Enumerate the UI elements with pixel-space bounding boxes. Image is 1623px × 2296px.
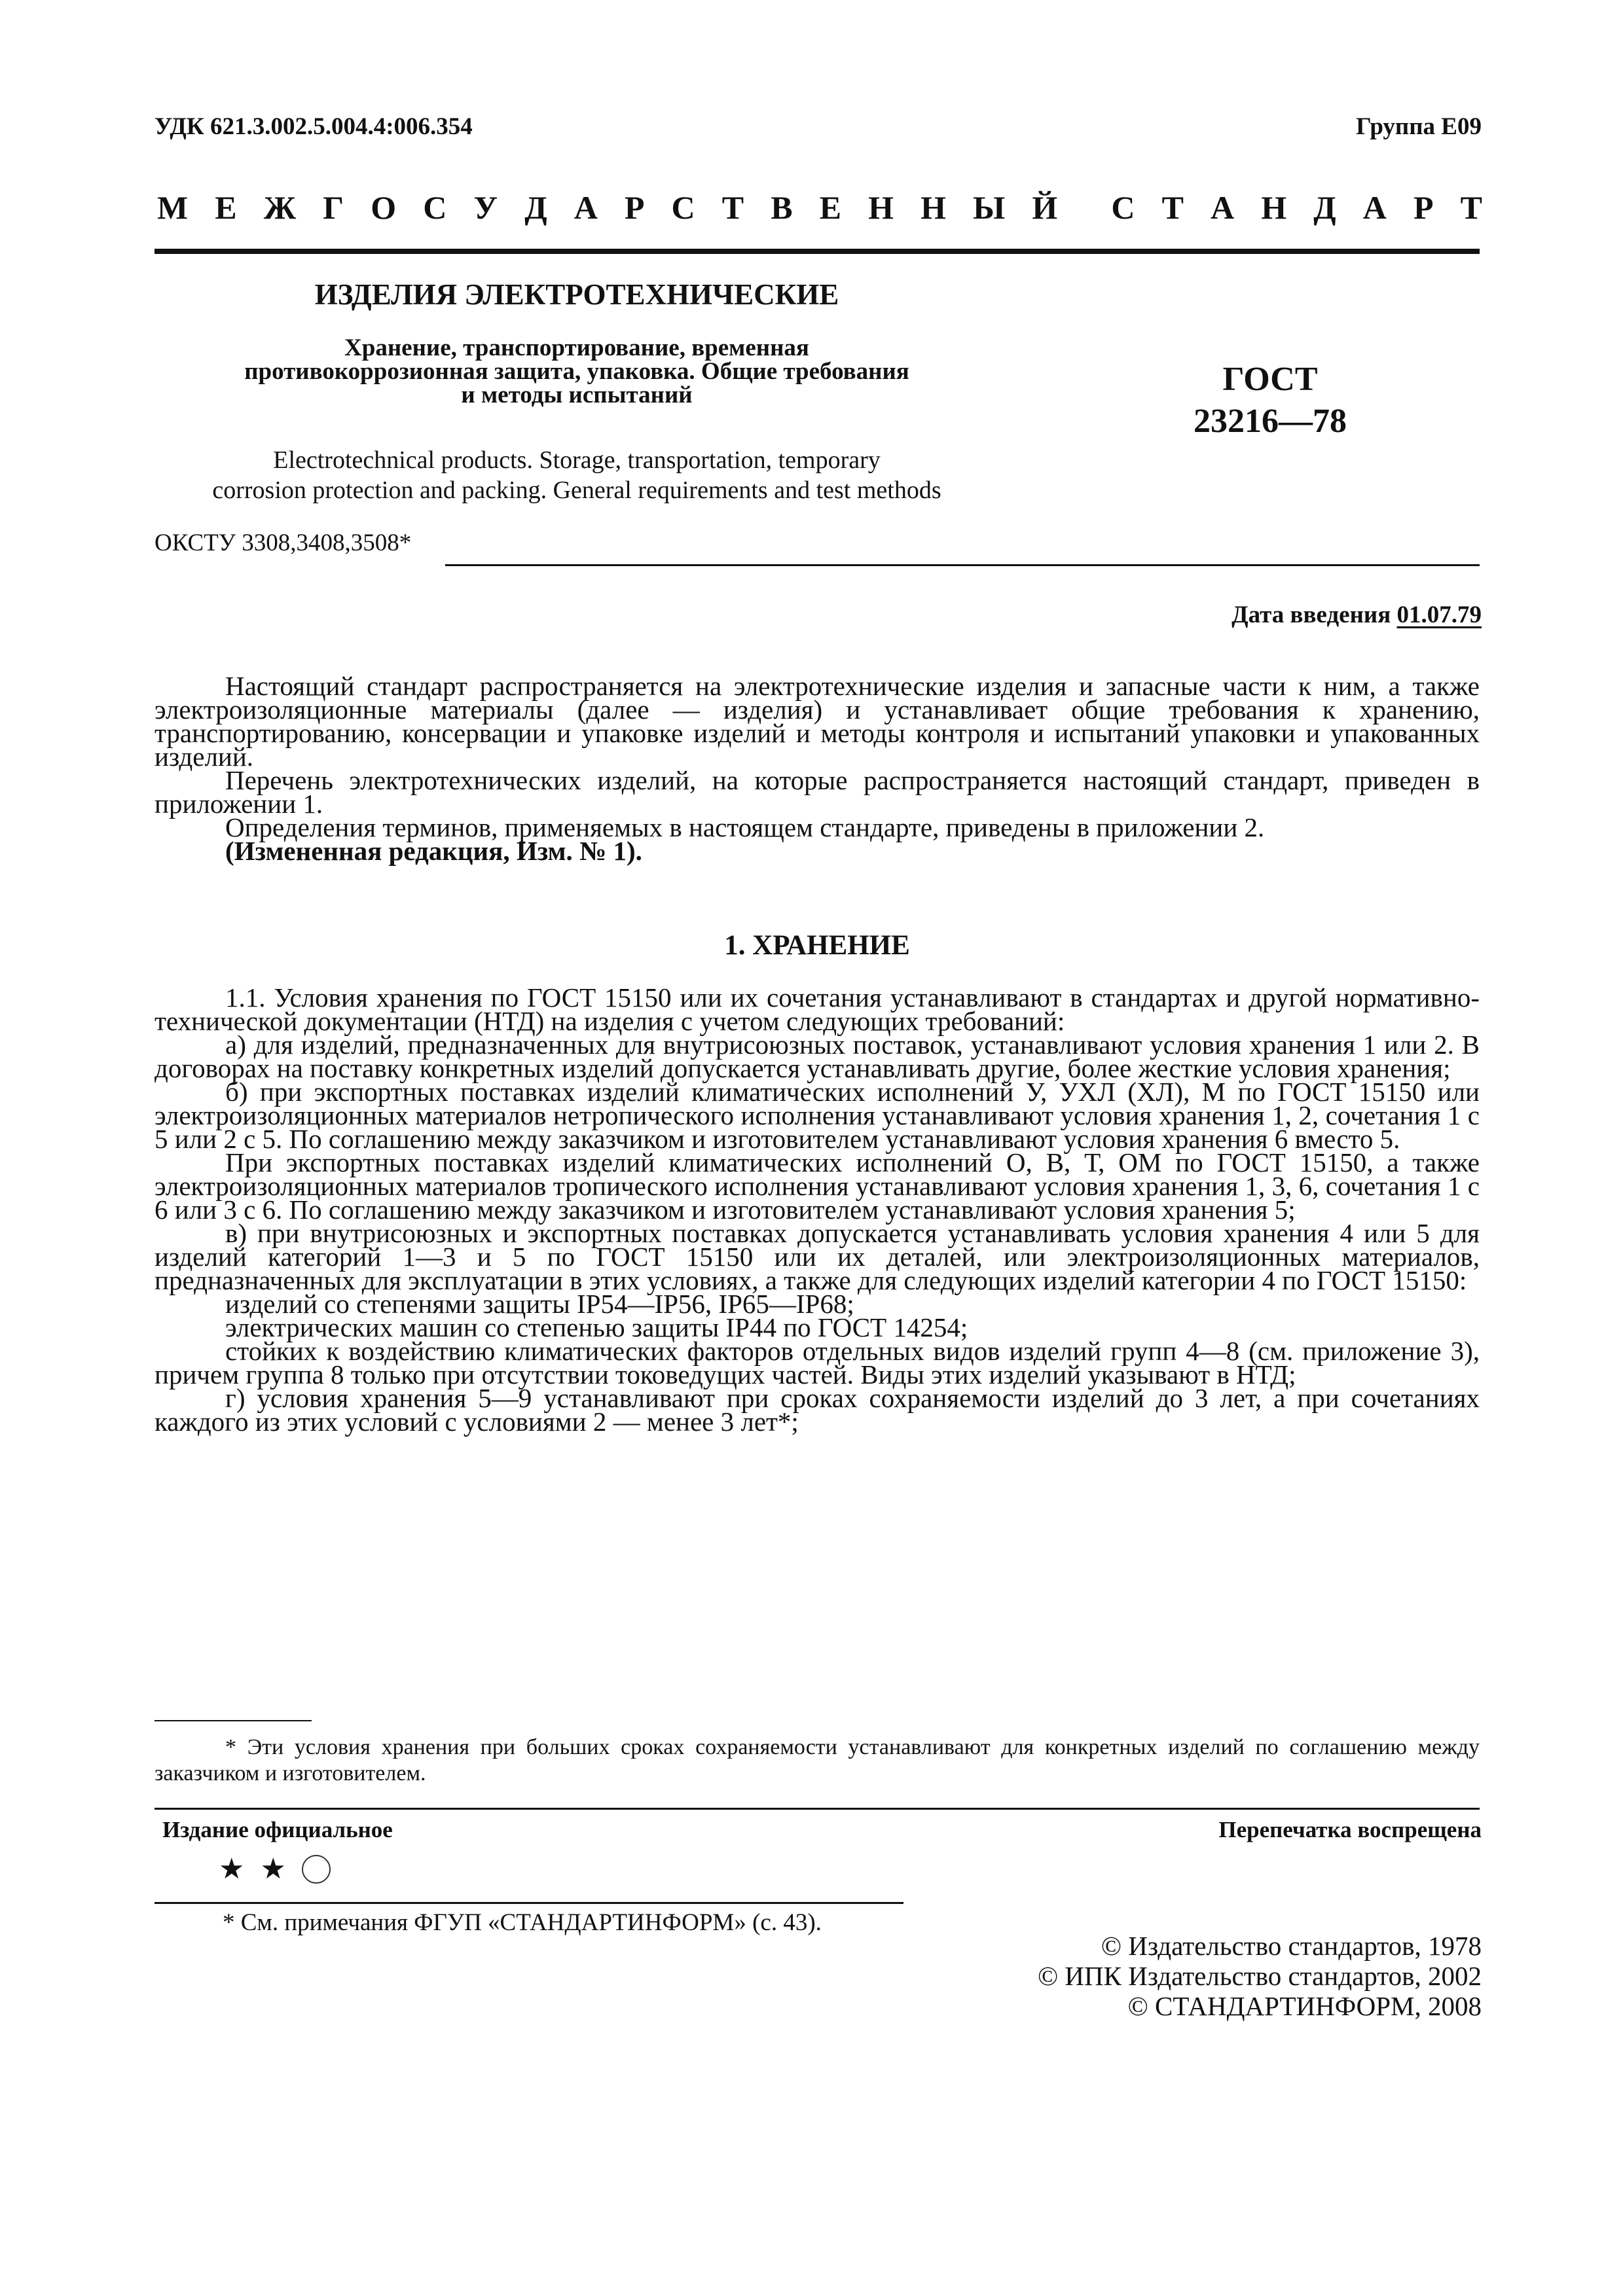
heading-letter: А: [574, 189, 598, 226]
heading-letter: Н: [921, 189, 947, 226]
standartinform-note: * См. примечания ФГУП «СТАНДАРТИНФОРМ» (с. 43).: [223, 1909, 822, 1936]
heading-letter: С: [671, 189, 695, 226]
heading-letter: Ы: [973, 189, 1006, 226]
section-body: [155, 982, 1480, 1437]
copyright-block: [1038, 1931, 1482, 2021]
heading-letter: Р: [1413, 189, 1434, 226]
intro-text: [155, 671, 1480, 866]
copyright-line: © Издательство стандартов, 1978: [1101, 1931, 1482, 1961]
note-separator: [155, 1902, 903, 1904]
heading-letter: Ж: [263, 189, 297, 226]
section-paragraph: б) при экспортных поставках изделий климатических исполнений У, УХЛ (ХЛ), М по ГОСТ 15150 или электроизоляционных материалов нетропического исполнения устанавливают условия хранения 1, 2, сочетания 1 с 5 или 2 с 5. По соглашению между заказчиком и изготовителем устанавливают условия хранения 6 вместо 5.: [155, 1077, 1480, 1154]
date-value: 01.07.79: [1396, 601, 1482, 628]
section-paragraph: При экспортных поставках изделий климатических исполнений О, В, Т, ОМ по ГОСТ 15150, а также электроизоляционных материалов тропического исполнения устанавливают условия хранения 1, 3, 6, сочетания 1 с 6 или 3 с 6. По соглашению между заказчиком и изготовителем устанавливают условия хранения 5;: [155, 1147, 1480, 1225]
section-title: 1. ХРАНЕНИЕ: [724, 930, 910, 961]
okstu-code: ОКСТУ 3308,3408,3508*: [155, 529, 412, 556]
heading-letter: А: [1362, 189, 1387, 226]
group-code: Группа Е09: [1356, 113, 1482, 140]
heading-letter: О: [371, 189, 397, 226]
heading-letter: Р: [624, 189, 645, 226]
heading-letter: Т: [1460, 189, 1482, 226]
section-paragraph: а) для изделий, предназначенных для внутрисоюзных поставок, устанавливают условия хранения 1 или 2. В договорах на поставку конкретных изделий допускается устанавливать другие, более жесткие условия хранения;: [155, 1030, 1480, 1083]
revision-note: (Измененная редакция, Изм. № 1).: [225, 836, 642, 866]
heading-letter: С: [1111, 189, 1135, 226]
heading-letter: У: [473, 189, 498, 226]
circle-icon: [302, 1855, 331, 1884]
interstate-standard-heading: [157, 188, 1482, 226]
heading-letter: Г: [323, 189, 344, 226]
subtitle-line: Хранение, транспортирование, временная: [344, 334, 809, 361]
footnote: * Эти условия хранения при больших сроках сохраняемости устанавливают для конкретных изделий по соглашению между заказчиком и изготовителем.: [155, 1735, 1480, 1785]
gost-designation: [1061, 359, 1480, 442]
section-paragraph: г) условия хранения 5—9 устанавливают при сроках сохраняемости изделий до 3 лет, а при сочетаниях каждого из этих условий с условиями 2 — менее 3 лет*;: [155, 1383, 1480, 1437]
heading-letter: Т: [721, 189, 744, 226]
heading-letter: А: [1211, 189, 1235, 226]
heading-letter: Т: [1161, 189, 1184, 226]
subtitle-line: противокоррозионная защита, упаковка. Общие требования: [244, 358, 909, 385]
heading-letter: М: [157, 189, 189, 226]
header-thick-rule: [155, 249, 1480, 254]
subtitle-line: и методы испытаний: [461, 382, 693, 408]
intro-paragraph: Перечень электротехнических изделий, на которые распространяется настоящий стандарт, приведен в приложении 1.: [155, 765, 1480, 819]
section-paragraph: стойких к воздействию климатических факторов отдельных видов изделий групп 4—8 (см. приложение 3), причем группа 8 только при отсутствии токоведущих частей. Виды этих изделий указывают в НТД;: [155, 1336, 1480, 1390]
heading-letter: С: [423, 189, 447, 226]
heading-letter: Е: [819, 189, 842, 226]
document-subtitle: [155, 336, 999, 407]
section-paragraph: электрических машин со степенью защиты IP44 по ГОСТ 14254;: [225, 1312, 968, 1342]
section-paragraph: 1.1. Условия хранения по ГОСТ 15150 или их сочетания устанавливают в стандартах и другой нормативно-технической документации (НТД) на изделия с учетом следующих требований:: [155, 982, 1480, 1036]
heading-letter: Д: [524, 189, 547, 226]
section-paragraph: в) при внутрисоюзных и экспортных поставках допускается устанавливать условия хранения 4 или 5 для изделий категорий 1—3 и 5 по ГОСТ 15150 или их деталей, или электроизоляционных материалов, предназначенных для эксплуатации в этих условиях, а также для следующих изделий категории 4 по ГОСТ 15150:: [155, 1218, 1480, 1295]
okstu-rule: [445, 564, 1480, 566]
intro-paragraph: Определения терминов, применяемых в настоящем стандарте, приведены в приложении 2.: [225, 812, 1265, 842]
heading-letter: В: [771, 189, 793, 226]
copyright-line: © СТАНДАРТИНФОРМ, 2008: [1127, 1991, 1482, 2021]
english-title-line: Electrotechnical products. Storage, transportation, temporary: [273, 446, 881, 474]
star-icon: ★: [260, 1852, 286, 1886]
footer-rule: [155, 1808, 1480, 1810]
footnote-separator: [155, 1720, 312, 1721]
english-title: [155, 445, 999, 505]
english-title-line: corrosion protection and packing. General requirements and test methods: [212, 476, 941, 504]
udk-code: УДК 621.3.002.5.004.4:006.354: [155, 113, 473, 140]
heading-letter: Н: [868, 189, 894, 226]
intro-paragraph: Настоящий стандарт распространяется на электротехнические изделия и запасные части к ним, а также электроизоляционные материалы (далее — изделия) и устанавливает общие требования к хранению, транспортированию, консервации и упаковке изделий и методы контроля и испытаний упаковки и упакованных изделий.: [155, 671, 1480, 772]
introduction-date: [1231, 601, 1482, 629]
gost-label: ГОСТ: [1222, 361, 1318, 398]
date-label: Дата введения: [1231, 601, 1391, 628]
document-title: ИЗДЕЛИЯ ЭЛЕКТРОТЕХНИЧЕСКИЕ: [314, 278, 839, 311]
section-paragraph: изделий со степенями защиты IP54—IP56, IP65—IP68;: [225, 1289, 854, 1319]
heading-letter: Й: [1032, 189, 1058, 226]
heading-letter: Д: [1313, 189, 1336, 226]
edition-marks: [219, 1854, 331, 1885]
heading-letter: Н: [1261, 189, 1287, 226]
heading-letter: Е: [215, 189, 237, 226]
star-icon: ★: [219, 1852, 245, 1886]
reprint-prohibited-label: Перепечатка воспрещена: [1218, 1817, 1482, 1842]
gost-number: 23216—78: [1194, 403, 1347, 440]
official-edition-label: Издание официальное: [162, 1817, 393, 1842]
copyright-line: © ИПК Издательство стандартов, 2002: [1037, 1961, 1482, 1991]
